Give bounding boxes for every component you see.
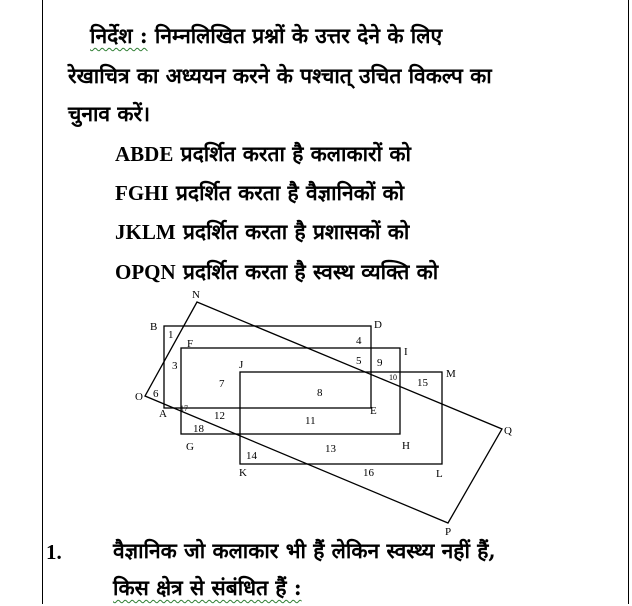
region-number: 14 (246, 450, 257, 462)
vertex-label-n: N (192, 289, 200, 301)
vertex-label-h: H (402, 440, 410, 452)
question-number: 1. (46, 540, 62, 564)
region-number: 3 (172, 360, 178, 372)
vertex-label-d: D (374, 319, 382, 331)
polygon-opqn (145, 302, 502, 523)
vertex-label-m: M (446, 368, 456, 380)
instruction-line-3: चुनाव करें। (68, 101, 151, 126)
legend-code: JKLM (115, 220, 176, 244)
question-text: किस क्षेत्र से संबंधित हैं : (113, 575, 302, 600)
vertex-label-p: P (445, 526, 452, 538)
vertex-label-o: O (135, 391, 143, 403)
region-number: 9 (377, 357, 383, 369)
vertex-label-i: I (404, 346, 408, 358)
rect-abde (164, 326, 371, 408)
legend-text: प्रदर्शित करता है स्वस्थ व्यक्ति को (182, 259, 439, 284)
legend-text: प्रदर्शित करता है वैज्ञानिकों को (175, 180, 405, 205)
question-text-line-1: वैज्ञानिक जो कलाकार भी हैं लेकिन स्वस्थ्य नहीं हैं, (113, 538, 496, 563)
vertex-label-a: A (159, 408, 167, 420)
region-number: 10 (389, 373, 397, 382)
region-number: 6 (153, 388, 159, 400)
legend-text: प्रदर्शित करता है कलाकारों को (180, 141, 411, 166)
instruction-text-1: निम्नलिखित प्रश्नों के उत्तर देने के लिए (154, 23, 443, 48)
vertex-label-k: K (239, 467, 247, 479)
region-number: 7 (219, 378, 225, 390)
legend-code: OPQN (115, 260, 176, 284)
vertex-label-f: F (187, 338, 194, 350)
region-number: 15 (417, 377, 428, 389)
region-number: 11 (305, 415, 316, 427)
question-text-line-2 (113, 574, 302, 602)
vertex-label-e: E (370, 405, 377, 417)
region-number: 16 (363, 467, 374, 479)
legend-code: FGHI (115, 181, 169, 205)
region-number: 8 (317, 387, 323, 399)
vertex-label-j: J (239, 359, 244, 371)
legend-text: प्रदर्शित करता है प्रशासकों को (182, 219, 410, 244)
region-number: 1 (168, 329, 174, 341)
rect-jklm (240, 372, 442, 464)
legend-code: ABDE (115, 142, 174, 166)
region-number: 18 (193, 423, 204, 435)
instruction-label: निर्देश : (90, 23, 148, 48)
instruction-line-2: रेखाचित्र का अध्ययन करने के पश्चात् उचित विकल्प का (68, 63, 492, 88)
vertex-label-b: B (150, 321, 158, 333)
region-number: 4 (356, 335, 362, 347)
region-number: 5 (356, 355, 362, 367)
region-number: 12 (214, 410, 225, 422)
vertex-label-l: L (436, 468, 443, 480)
vertex-label-q: Q (504, 425, 512, 437)
region-number: 17 (180, 404, 188, 413)
region-number: 13 (325, 443, 336, 455)
vertex-label-g: G (186, 441, 194, 453)
